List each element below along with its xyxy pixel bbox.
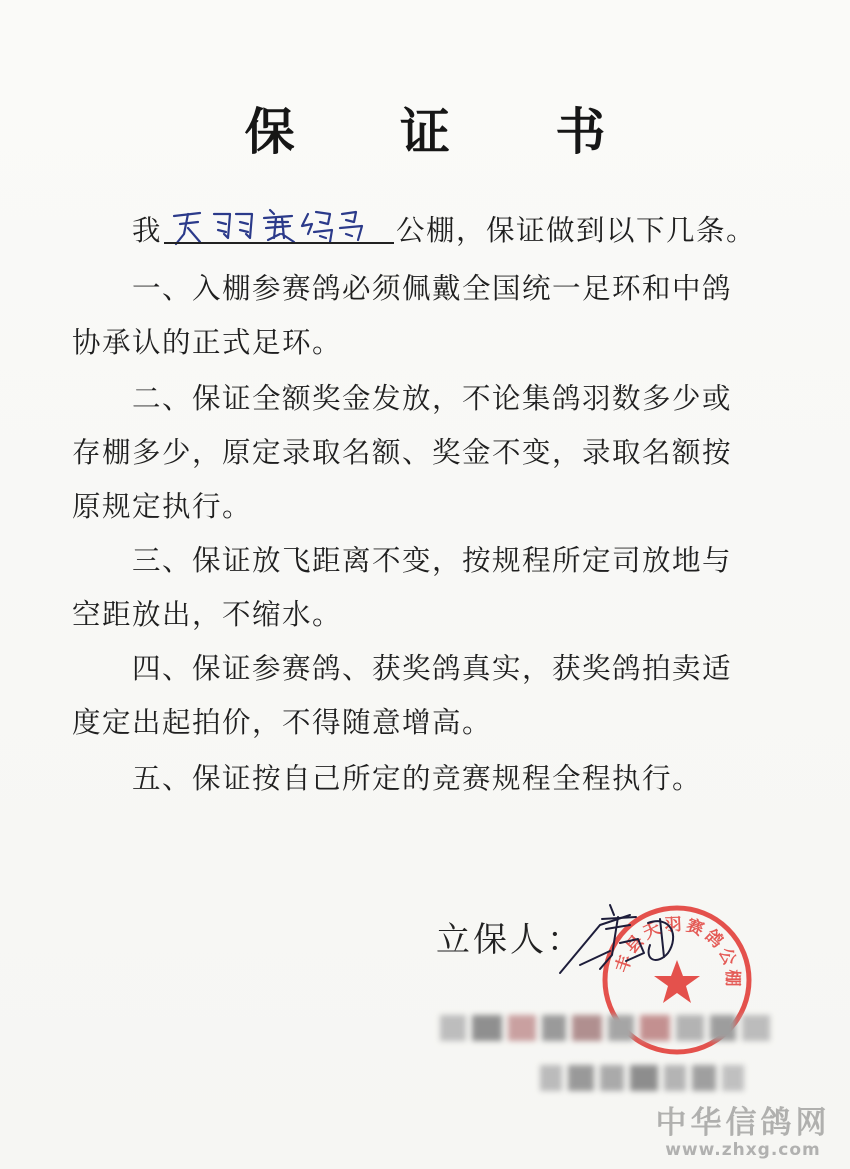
redacted-info [440,1015,780,1055]
intro-prefix: 我 [132,214,163,247]
clause-2-line-2: 存棚多少，原定录取名额、奖金不变，录取名额按 [72,436,733,469]
clause-4-line-1: 四、保证参赛鸽、获奖鸽真实，获奖鸽拍卖适 [132,652,733,685]
clause-3-line-2: 空距放出，不缩水。 [72,598,343,631]
watermark-name: 中华信鸽网 [655,1105,831,1141]
intro-suffix: 公棚，保证做到以下几条。 [396,214,757,247]
blank-underline [164,242,394,244]
clause-2-line-1: 二、保证全额奖金发放，不论集鸽羽数多少或 [132,382,733,415]
intro-line [132,208,756,249]
clause-1-line-2: 协承认的正式足环。 [72,326,343,359]
clause-5-line-1: 五、保证按自己所定的竞赛规程全程执行。 [132,762,703,795]
site-watermark [648,1097,838,1160]
handwritten-signature-icon [540,895,690,995]
document-title: 保 证 书 [244,102,650,161]
clause-4-line-2: 度定出起拍价，不得随意增高。 [72,706,493,739]
clause-1-line-1: 一、入棚参赛鸽必须佩戴全国统一足环和中鸽 [132,272,733,305]
redacted-date [540,1065,760,1095]
svg-text:丰县天羽赛鸽公棚: 丰县天羽赛鸽公棚 [612,914,743,990]
handwritten-club-name [164,210,394,244]
watermark-url: www.zhxg.com [665,1140,821,1160]
clause-3-line-1: 三、保证放飞距离不变，按规程所定司放地与 [132,544,733,577]
signer-label: 立保人： [436,920,584,960]
clause-2-line-3: 原规定执行。 [72,490,253,523]
